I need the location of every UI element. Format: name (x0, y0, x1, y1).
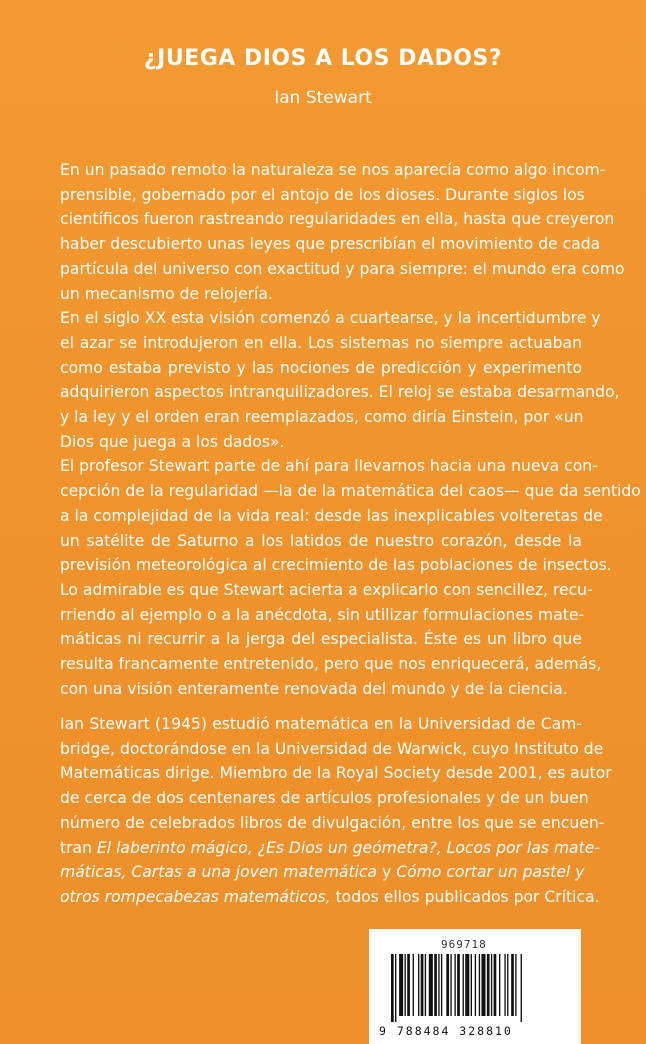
barcode-bar (515, 954, 516, 1016)
synopsis-line: partícula del universo con exactitud y para siempre: el mundo era como (60, 259, 625, 278)
barcode-bar (446, 954, 449, 1016)
bio-text: todos ellos publicados por Crítica. (330, 887, 600, 906)
barcode-bar (479, 954, 480, 1016)
barcode-bar (413, 954, 414, 1016)
barcode-bar (429, 954, 433, 1016)
barcode-bar (407, 954, 410, 1016)
barcode-bar (475, 954, 476, 1016)
bio-line (60, 836, 600, 861)
barcode-bar (511, 954, 514, 1016)
book-author: Ian Stewart (274, 88, 372, 108)
synopsis-line: y la ley y el orden eran reemplazados, como diría Einstein, por «un (60, 408, 584, 427)
barcode-bar (405, 954, 406, 1016)
synopsis-line: prensible, gobernado por el antojo de los dioses. Durante siglos los (60, 185, 585, 204)
bio-line: Matemáticas dirige. Miembro de la Royal Society desde 2001, es autor (60, 764, 612, 783)
synopsis-line: científicos fueron rastreando regularidades en ella, hasta que creyeron (60, 210, 615, 229)
barcode-bar (457, 954, 460, 1016)
bio-line: Ian Stewart (1945) estudió matemática en la Universidad de Cam- (60, 715, 582, 733)
barcode-bar (421, 954, 424, 1016)
bio-line (60, 885, 600, 910)
barcode-bar (504, 954, 505, 1016)
barcode-bar (494, 954, 497, 1016)
bio-line: número de celebrados libros de divulgación, entre los que se encuen- (60, 813, 605, 832)
synopsis-line: adquirieron aspectos intranquilizadores. El reloj se estaba desarmando, (60, 383, 620, 402)
barcode-bar (499, 954, 500, 1016)
barcode-bar (507, 954, 508, 1016)
barcode-bar (463, 954, 464, 1016)
synopsis-line: Lo admirable es que Stewart acierta a explicarlo con sencillez, recu- (60, 580, 593, 599)
synopsis-line: máticas ni recurrir a la jerga del especialista. Éste es un libro que (60, 630, 582, 649)
book-title: ¿JUEGA DIOS A LOS DADOS? (143, 46, 503, 71)
barcode-bar (481, 954, 485, 1016)
synopsis-line: resulta francamente entretenido, pero que nos enriquecerá, además, (60, 655, 602, 674)
barcode-bar (425, 954, 426, 1016)
synopsis-line: un satélite de Saturno a los latidos de nuestro corazón, desde la (60, 531, 582, 550)
barcode-bar (438, 954, 439, 1016)
bio-line: de cerca de dos centenares de artículos profesionales y de un buen (60, 789, 589, 808)
barcode-isbn-digits: 9 788484 328810 (379, 1024, 513, 1038)
barcode-bar (471, 954, 472, 1016)
book-titles-italic: máticas, Cartas a una joven matemática (60, 863, 378, 882)
barcode-bar (418, 954, 419, 1016)
barcode-bar (399, 954, 403, 1016)
barcode-top-number: 969718 (441, 938, 487, 951)
synopsis-line: rriendo al ejemplo o a la anécdota, sin utilizar formulaciones mate- (60, 605, 585, 624)
book-titles-italic: otros rompecabezas matemáticos, (60, 887, 331, 906)
barcode-bar (521, 954, 522, 1022)
barcode-bar (441, 954, 442, 1016)
synopsis-line: haber descubierto unas leyes que prescribían el movimiento de cada (60, 235, 601, 254)
synopsis-line: Dios que juega a los dados». (60, 432, 285, 451)
synopsis-line: como estaba previsto y las nociones de predicción y experimento (60, 358, 582, 377)
bio-text: y (377, 863, 397, 882)
synopsis-line: En un pasado remoto la naturaleza se nos aparecía como algo incom- (60, 161, 606, 179)
synopsis-line: a la complejidad de la vida real: desde las inexplicables volteretas de (60, 506, 603, 525)
barcode-bar (434, 954, 437, 1016)
synopsis-line: con una visión enteramente renovada del mundo y de la ciencia. (60, 679, 568, 698)
bio-line: bridge, doctorándose en la Universidad de Warwick, cuyo Instituto de (60, 739, 604, 758)
author-bio (60, 712, 612, 910)
bio-line (60, 860, 585, 885)
book-titles-italic: El laberinto mágico, ¿Es Dios un geómetra?, Locos por las mate- (96, 838, 600, 857)
bio-text: tran (60, 838, 97, 857)
barcode-bar (450, 954, 451, 1016)
synopsis-line: En el siglo XX esta visión comenzó a cuartearse, y la incertidumbre y (60, 309, 601, 328)
book-titles-italic: Cómo cortar un pastel y (396, 863, 585, 882)
synopsis-line: el azar se introdujeron en ella. Los sistemas no siempre actuaban (60, 333, 582, 352)
synopsis-line: previsión meteorológica al crecimiento de las poblaciones de insectos. (60, 556, 612, 575)
barcode-bar (491, 954, 492, 1016)
barcode-bar (454, 954, 455, 1016)
synopsis-text (60, 158, 641, 701)
barcode-bar (465, 954, 469, 1016)
barcode-bar (487, 954, 490, 1016)
synopsis-line: un mecanismo de relojería. (60, 284, 273, 303)
barcode-bar (395, 954, 396, 1022)
synopsis-line: cepción de la regularidad —la de la matemática del caos— que da sentido (60, 482, 641, 501)
synopsis-line: El profesor Stewart parte de ahí para llevarnos hacia una nueva con- (60, 457, 598, 476)
isbn-barcode (369, 929, 581, 1044)
barcode-bar (391, 954, 394, 1022)
barcode-bars (391, 954, 561, 1022)
